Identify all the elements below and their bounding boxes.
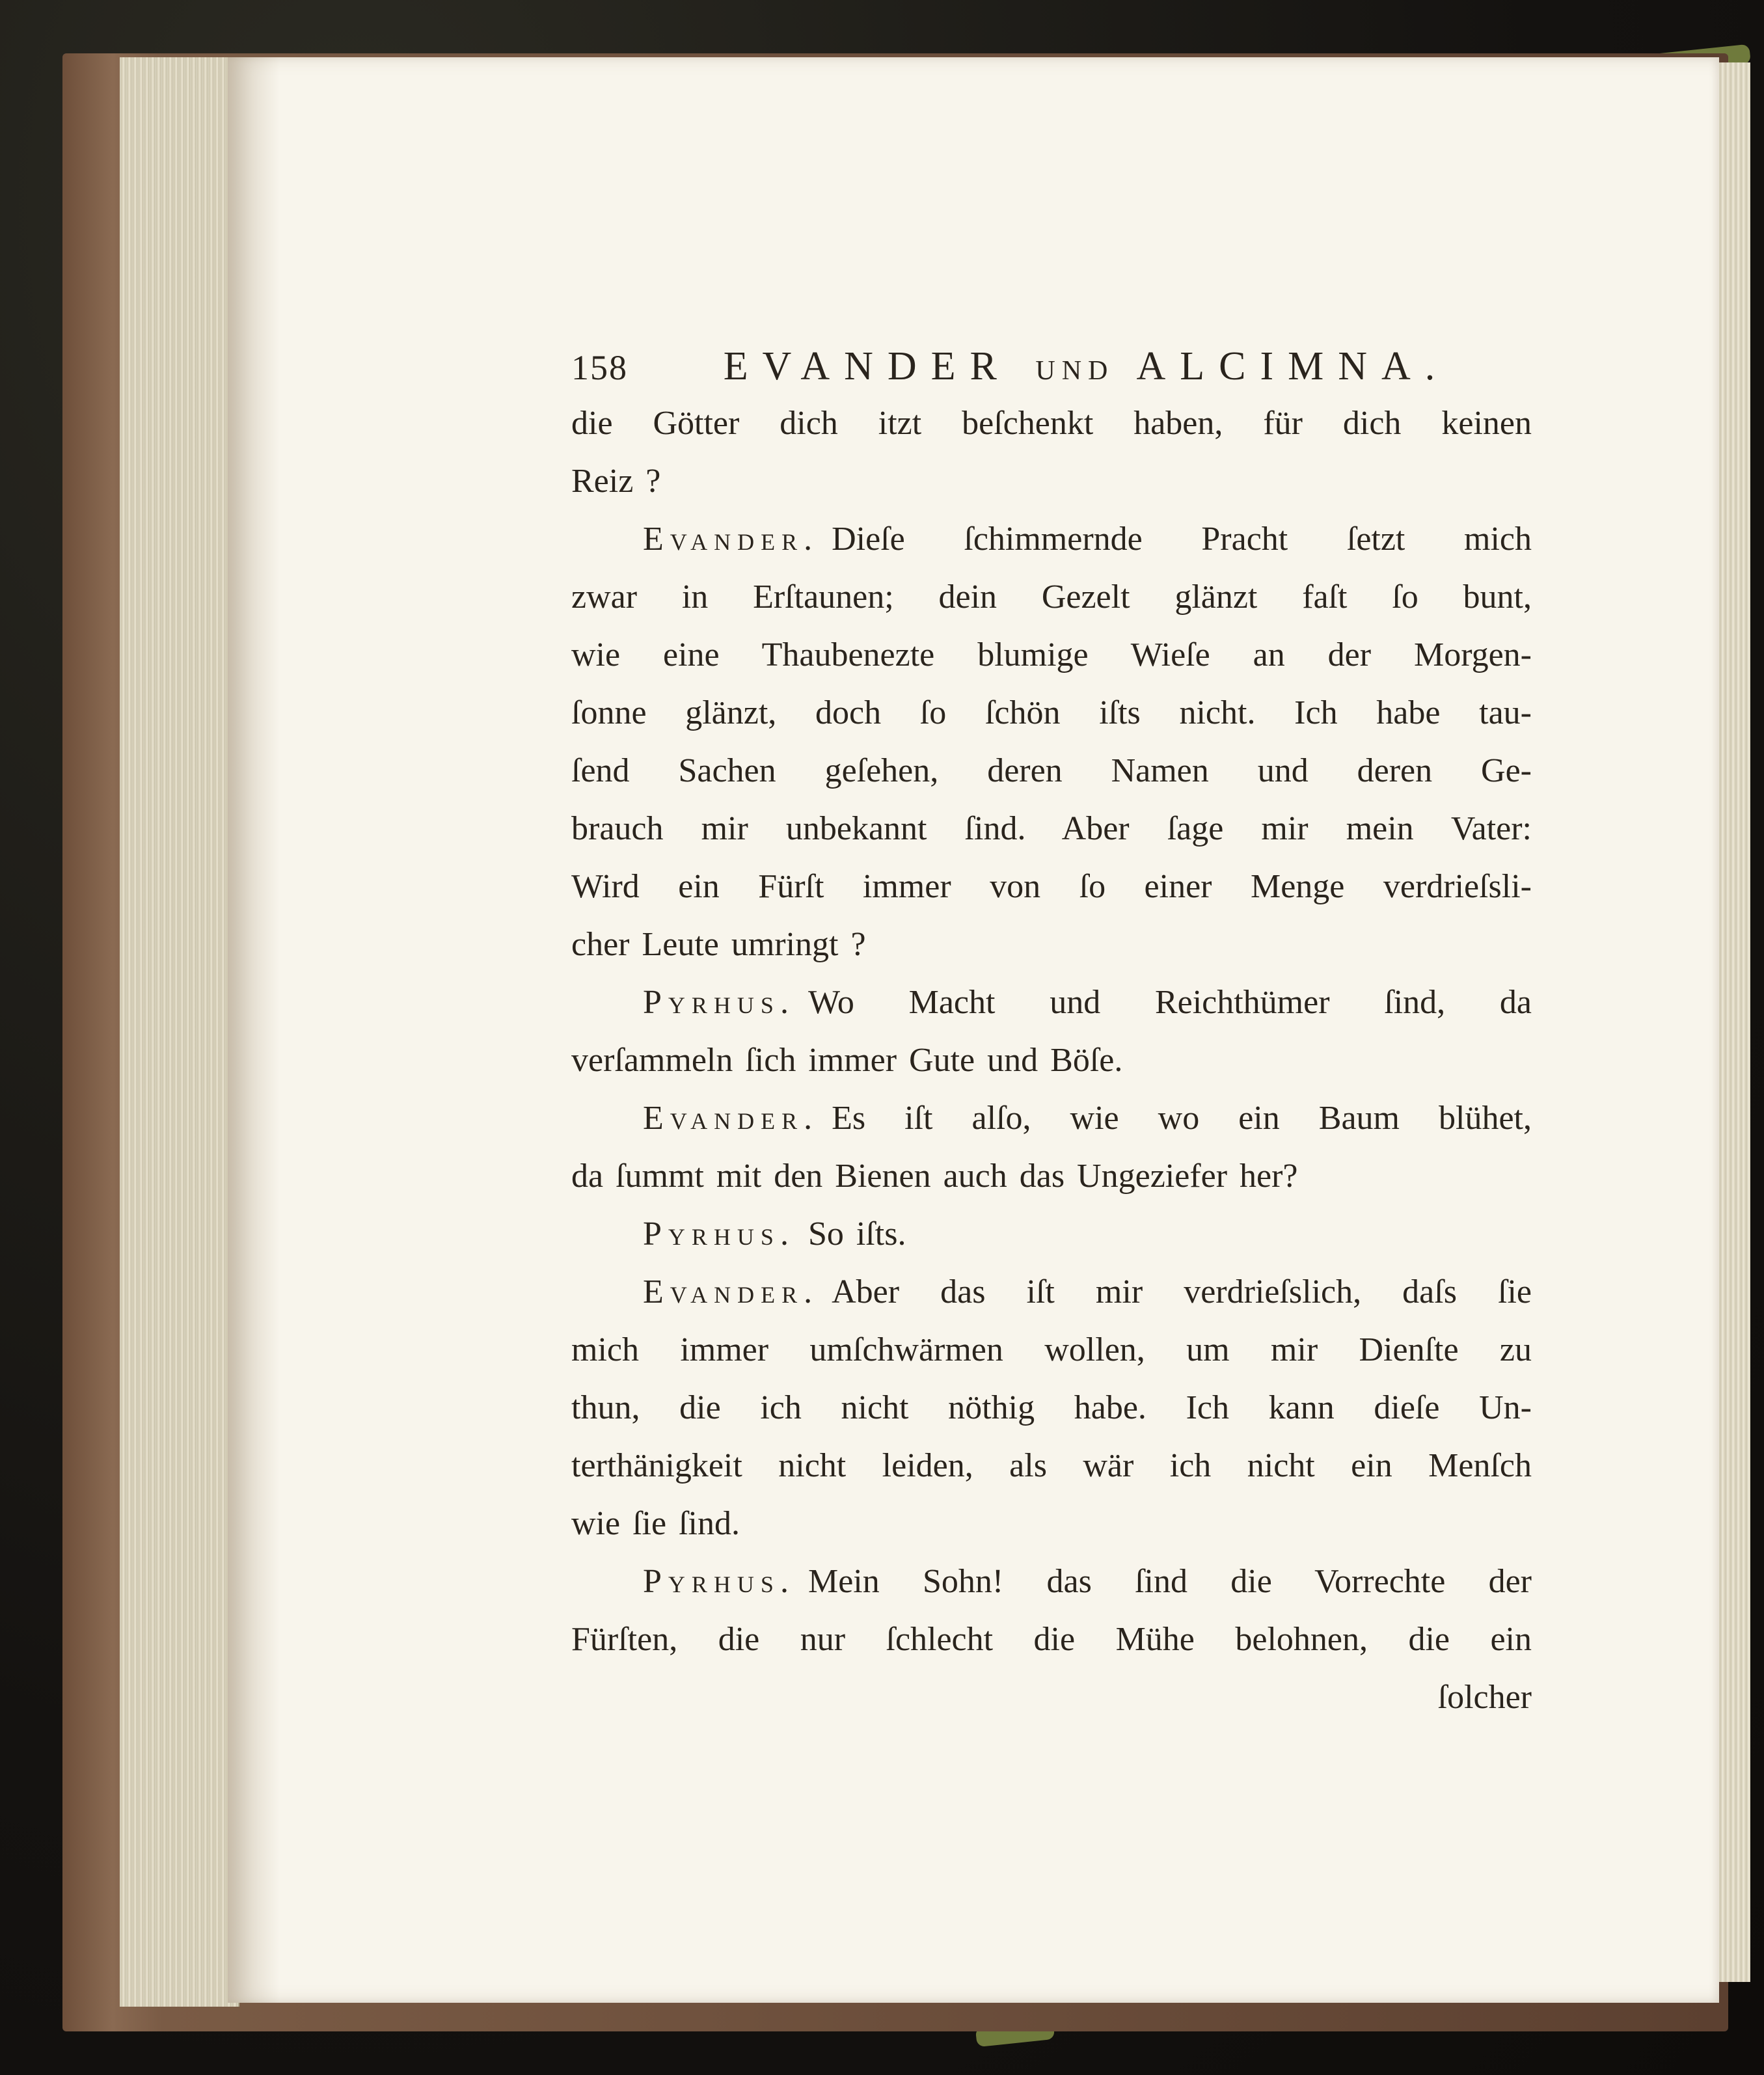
text-line (571, 1031, 1532, 1089)
line-text: Mein Sohn! das ſind die Vorrechte der (807, 1563, 1532, 1600)
text-line (571, 1263, 1532, 1321)
text-line (571, 1437, 1532, 1495)
text-line (571, 394, 1532, 452)
line-text: zwar in Erſtaunen; dein Gezelt glänzt faſt ſo bunt, (571, 578, 1532, 616)
text-line (571, 684, 1532, 742)
line-text: ſend Sachen geſehen, deren Namen und deren Ge- (571, 752, 1532, 789)
line-text: Es iſt alſo, wie wo ein Baum blühet, (832, 1100, 1532, 1137)
text-line (571, 568, 1532, 626)
line-text: wie eine Thaubenezte blumige Wieſe an der Morgen- (571, 636, 1532, 673)
title-conjunction: UND (1035, 356, 1115, 386)
catchword-line (571, 1668, 1532, 1726)
text-line (571, 858, 1532, 915)
line-text: Aber das iſt mir verdrieſslich, daſs ſie (832, 1273, 1532, 1310)
line-text: Reiz ? (571, 463, 661, 500)
text-line (571, 1495, 1532, 1553)
text-line (571, 452, 1532, 510)
page-number: 158 (571, 348, 628, 387)
line-text: So iſts. (807, 1215, 906, 1253)
text-line (571, 1379, 1532, 1437)
text-line (571, 626, 1532, 684)
text-lines (571, 394, 1532, 1668)
title-part1: EVANDER (723, 344, 1011, 388)
line-text: Wo Macht und Reichthümer ſind, da (807, 984, 1532, 1021)
speaker-name: Evander. (643, 1100, 819, 1137)
line-text: mich immer umſchwärmen wollen, um mir Dienſte zu (571, 1331, 1532, 1368)
catchword: ſolcher (1437, 1679, 1532, 1716)
text-line (571, 742, 1532, 800)
text-line (571, 1321, 1532, 1379)
gutter-shadow (228, 57, 280, 2003)
line-text: brauch mir unbekannt ſind. Aber ſage mir mein Vater: (571, 810, 1532, 847)
line-text: ſonne glänzt, doch ſo ſchön iſts nicht. Ich habe tau- (571, 694, 1532, 731)
line-text: terthänigkeit nicht leiden, als wär ich nicht ein Menſch (571, 1447, 1532, 1484)
text-line (571, 800, 1532, 858)
line-text: Wird ein Fürſt immer von ſo einer Menge verdrieſsli- (571, 868, 1532, 905)
speaker-name: Pyrhus. (643, 1215, 795, 1253)
speaker-name: Pyrhus. (643, 1563, 795, 1600)
line-text: Fürſten, die nur ſchlecht die Mühe belohnen, die ein (571, 1621, 1532, 1658)
line-text: wie ſie ſind. (571, 1505, 740, 1542)
text-line (571, 1553, 1532, 1610)
line-text: Dieſe ſchimmernde Pracht ſetzt mich (832, 521, 1532, 558)
speaker-name: Evander. (643, 521, 819, 558)
page-edges-left (120, 57, 239, 2007)
running-head (571, 338, 1532, 394)
speaker-name: Pyrhus. (643, 984, 795, 1021)
text-line (571, 1089, 1532, 1147)
text-line (571, 1205, 1532, 1263)
text-line (571, 510, 1532, 568)
page-edges-right (1718, 62, 1750, 1982)
speaker-name: Evander. (643, 1273, 819, 1310)
text-line (571, 1610, 1532, 1668)
line-text: die Götter dich itzt beſchenkt haben, für dich keinen (571, 405, 1532, 442)
text-line (571, 1147, 1532, 1205)
page-text (571, 338, 1532, 1726)
running-title (628, 338, 1532, 399)
text-line (571, 915, 1532, 973)
line-text: da ſummt mit den Bienen auch das Ungeziefer her? (571, 1158, 1298, 1195)
text-line (571, 973, 1532, 1031)
line-text: thun, die ich nicht nöthig habe. Ich kann dieſe Un- (571, 1389, 1532, 1426)
line-text: verſammeln ſich immer Gute und Böſe. (571, 1042, 1123, 1079)
line-text: cher Leute umringt ? (571, 926, 866, 963)
title-part2: ALCIMNA. (1136, 344, 1450, 388)
